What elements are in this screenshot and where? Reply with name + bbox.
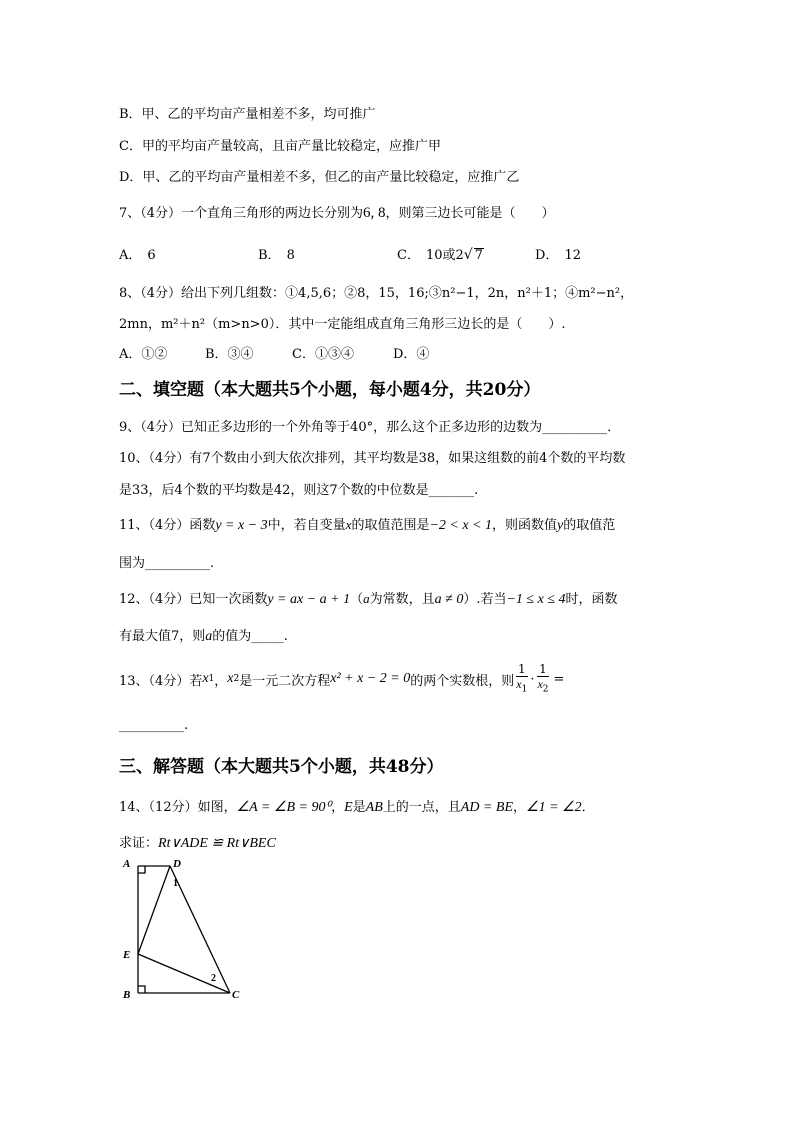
geometry-figure xyxy=(118,852,258,1007)
q7-option-c-radicand: 7 xyxy=(474,248,483,263)
q14-text-f: ． xyxy=(581,800,595,815)
q7-stem-b: ，则第三边长可能是（ ） xyxy=(385,206,555,221)
q7-option-a-value: 6 xyxy=(147,248,156,263)
q13-equation: x² + x − 2 = 0 xyxy=(330,671,411,687)
q14-text-b: ， xyxy=(331,800,345,815)
q14-angle12: ∠1 = ∠2 xyxy=(526,800,582,815)
q11-range: −2 < x < 1 xyxy=(429,518,493,533)
q13-frac1-num: 1 xyxy=(517,662,526,676)
q13-fraction-2 xyxy=(535,662,550,696)
q13-frac1-den-sub: 1 xyxy=(521,684,528,695)
q11-text-e: 的取值范 xyxy=(563,518,616,533)
segment-dc xyxy=(170,866,230,993)
q7-option-b-label: B． xyxy=(258,248,281,263)
question-13-line1 xyxy=(119,662,564,696)
q14-text-d: 上的一点，且 xyxy=(382,800,461,815)
q13-text-c: 是一元二次方程 xyxy=(239,673,331,689)
q13-text-a: 13、（4分）若 xyxy=(119,673,203,689)
q14-ad-be: AD = BE xyxy=(460,800,513,815)
q14-angles: ∠A = ∠B = 90⁰ xyxy=(236,800,332,815)
q14-text-a: 14、（12分）如图， xyxy=(119,800,237,815)
q11-text-b: 中，若自变量 xyxy=(267,518,346,533)
q11-var-x: x xyxy=(345,517,352,532)
label-a: A xyxy=(123,858,131,870)
q7-option-d xyxy=(535,244,581,263)
q7-option-a-label: A． xyxy=(119,248,142,263)
section-2-heading: 二、填空题（本大题共5个小题，每小题4分，共20分） xyxy=(119,380,541,400)
label-two: 2 xyxy=(211,973,216,984)
label-one: 1 xyxy=(173,878,178,889)
question-12-line1 xyxy=(119,588,618,608)
label-e: E xyxy=(123,949,131,961)
question-8-line2: 2mn，m²＋n²（m>n>0）．其中一定能组成直角三角形三边长的是（ ）. xyxy=(119,317,566,332)
section-3-heading: 三、解答题（本大题共5个小题，共48分） xyxy=(119,757,444,777)
q7-option-b-value: 8 xyxy=(286,248,295,263)
q12-text-d: ）.若当 xyxy=(463,592,507,607)
q12-text-a: 12、（4分）已知一次函数 xyxy=(119,592,268,607)
question-12-line2 xyxy=(119,625,288,645)
option-d-prev: D．甲、乙的平均亩产量相差不多，但乙的亩产量比较稳定，应推广乙 xyxy=(119,170,520,185)
q12-condition: a ≠ 0 xyxy=(434,592,464,607)
q12-function: y = ax − a + 1 xyxy=(267,592,351,607)
q7-option-c-or: 或 xyxy=(442,248,456,263)
q13-x2: x xyxy=(227,671,234,687)
q7-sides: 6, 8 xyxy=(363,205,386,221)
right-angle-mark-b xyxy=(138,986,145,993)
q14-text-e: ， xyxy=(513,800,527,815)
radical-sign: √ xyxy=(463,247,473,263)
q11-text-c: 的取值范围是 xyxy=(351,518,430,533)
segment-de xyxy=(138,866,170,954)
q7-option-c-coef: 2 xyxy=(455,248,464,263)
question-11-line2: 围为__________. xyxy=(119,556,215,571)
q12-text-e: 时，函数 xyxy=(565,592,618,607)
q13-frac1-den-x: x xyxy=(516,677,522,691)
question-8-line1: 8、（4分）给出下列几组数：①4,5,6；②8，15，16;③n²−1，2n，n²＋1；④m²−n²， xyxy=(119,286,634,301)
q13-dot: · xyxy=(530,671,535,687)
option-c-prev: C．甲的平均亩产量较高，且亩产量比较稳定，应推广甲 xyxy=(119,139,441,154)
q8-option-a: A．①② xyxy=(119,347,168,362)
question-11-line1 xyxy=(119,514,615,534)
question-14-line1 xyxy=(119,796,595,816)
q8-option-b: B．③④ xyxy=(205,347,254,362)
right-angle-mark-a xyxy=(138,866,145,873)
question-10-line1: 10、（4分）有7个数由小到大依次排列，其平均数是38，如果这组数的前4个数的平均数 xyxy=(119,451,626,466)
q12-text-line2a: 有最大值7，则 xyxy=(119,629,206,644)
q13-x1: x xyxy=(202,671,209,687)
q13-frac2-num: 1 xyxy=(539,662,547,676)
label-b: B xyxy=(123,989,131,1001)
q14-prove-statement: Rt∨ADE ≌ Rt∨BEC xyxy=(158,836,276,851)
q7-stem-a: 7、（4分）一个直角三角形的两边长分别为 xyxy=(119,206,364,221)
q12-var-a2: a xyxy=(205,629,213,644)
q13-x1-sub: 1 xyxy=(208,674,215,685)
q13-equals: = xyxy=(553,671,565,687)
label-d: D xyxy=(173,858,181,870)
q11-text-d: ，则函数值 xyxy=(492,518,558,533)
q13-frac2-den-sub: 2 xyxy=(542,684,549,695)
q11-var-y: y xyxy=(557,518,564,533)
q13-fraction-1 xyxy=(514,662,529,696)
q7-option-a xyxy=(119,244,156,263)
q7-option-b xyxy=(258,244,295,263)
q11-text-a: 11、（4分）函数 xyxy=(119,518,216,533)
q7-option-c-label: C． xyxy=(397,248,420,263)
q7-option-c xyxy=(397,244,484,263)
q14-prove-label: 求证： xyxy=(119,836,159,851)
question-10-line2: 是33，后4个数的平均数是42，则这7个数的中位数是_______. xyxy=(119,483,479,498)
q12-var-a: a xyxy=(363,591,370,606)
q11-function: y = x − 3 xyxy=(215,518,268,533)
q12-range: −1 ≤ x ≤ 4 xyxy=(506,592,566,607)
q7-option-c-value: 10 xyxy=(425,248,443,263)
q13-text-b: ， xyxy=(214,673,228,689)
q13-frac1-den xyxy=(514,677,529,696)
q13-frac2-den xyxy=(535,677,550,696)
q14-point-e: E xyxy=(344,800,353,815)
q14-text-c: 是 xyxy=(352,800,366,815)
question-9: 9、（4分）已知正多边形的一个外角等于40°，那么这个正多边形的边数为__________． xyxy=(119,420,621,435)
question-13-line2: __________. xyxy=(119,718,189,733)
q7-option-d-label: D． xyxy=(535,248,559,263)
label-c: C xyxy=(232,989,240,1001)
q7-option-d-value: 12 xyxy=(564,248,581,263)
segment-ec xyxy=(138,954,230,993)
question-7 xyxy=(119,202,555,222)
q8-option-c: C．①③④ xyxy=(292,347,354,362)
q14-segment-ab: AB xyxy=(365,800,383,815)
q13-x2-sub: 2 xyxy=(233,674,240,685)
q12-text-c: 为常数，且 xyxy=(369,592,435,607)
q12-text-line2b: 的值为_____. xyxy=(212,629,288,644)
option-b-prev: B．甲、乙的平均亩产量相差不多，均可推广 xyxy=(119,107,376,122)
q8-option-d: D．④ xyxy=(393,347,430,362)
q12-text-b: （ xyxy=(350,592,364,607)
q13-frac2-den-x: x xyxy=(537,677,543,691)
question-14-prove xyxy=(119,832,276,852)
q13-text-d: 的两个实数根，则 xyxy=(410,673,515,689)
